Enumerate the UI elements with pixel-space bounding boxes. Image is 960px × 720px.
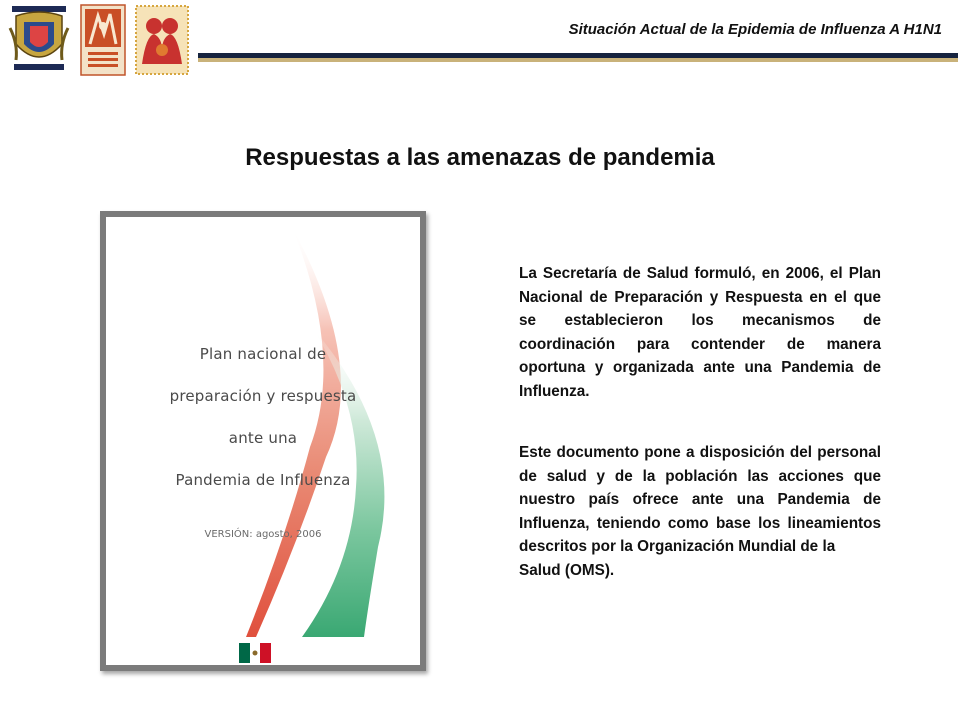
body-paragraph-2-text: Este documento pone a disposición del personal de salud y de la población las acciones que nuestro país ofrece ante una Pandemia de Influenza, teniendo como base los lineamientos descritos por la Organización Mundial de la — [519, 444, 881, 556]
header-divider-bar — [198, 53, 958, 62]
body-paragraph-2 — [519, 441, 881, 583]
unam-crest-logo — [8, 4, 70, 76]
slide-title: Respuestas a las amenazas de pandemia — [245, 144, 715, 171]
document-cover-page — [106, 217, 420, 665]
header-logos — [8, 4, 193, 76]
body-paragraph-2-end: Salud (OMS). — [519, 561, 615, 579]
cover-title-line-3: ante una — [228, 429, 298, 447]
cover-version: VERSIÓN: agosto, 2006 — [204, 529, 322, 540]
mexico-flag-icon — [239, 643, 271, 663]
medical-association-logo — [80, 4, 126, 76]
presentation-header-title: Situación Actual de la Epidemia de Influenza A H1N1 — [568, 21, 942, 38]
cover-title-line-4: Pandemia de Influenza — [175, 471, 351, 489]
body-paragraph-1: La Secretaría de Salud formuló, en 2006, el Plan Nacional de Preparación y Respuesta en el que se establecieron los mecanismos de coordinación para contender de manera oportuna y organizada ante una Pandemia de Influenza. — [519, 265, 881, 400]
family-medicine-logo — [134, 4, 190, 76]
document-cover-image — [100, 211, 426, 671]
cover-title-line-1: Plan nacional de — [199, 345, 327, 363]
cover-title-line-2: preparación y respuesta — [169, 387, 357, 405]
